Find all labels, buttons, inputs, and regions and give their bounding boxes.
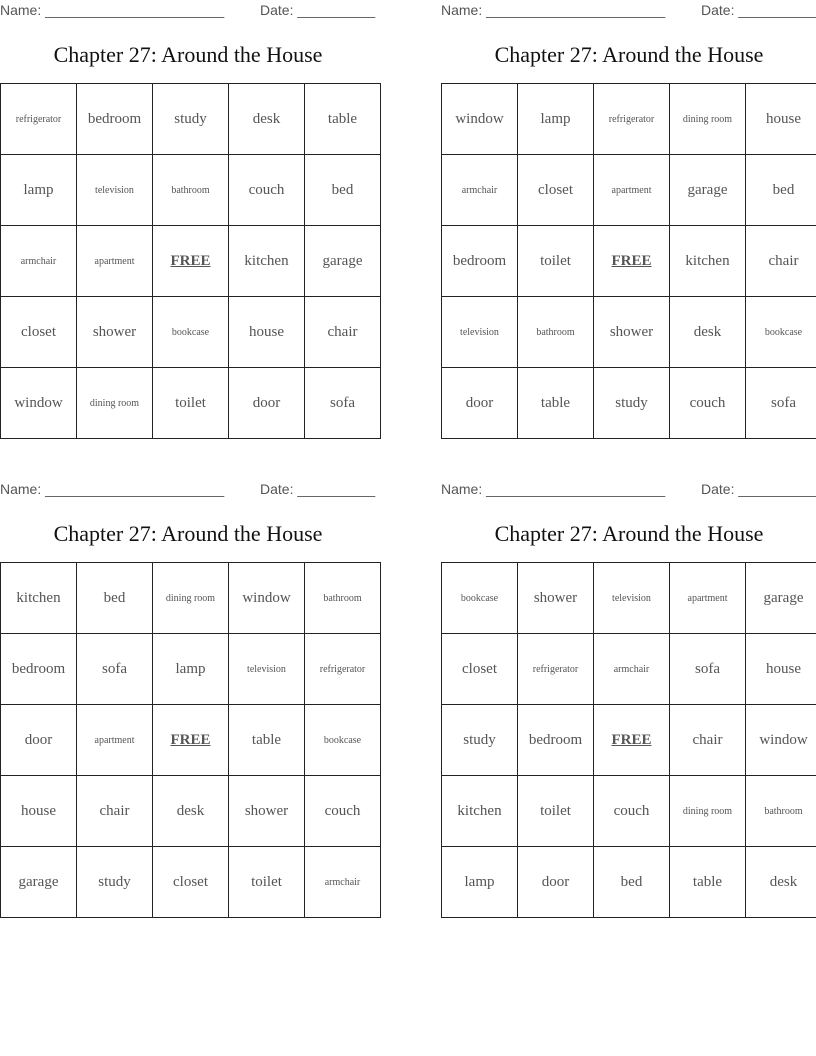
bingo-cell: bathroom <box>746 776 816 847</box>
bingo-cell: bed <box>746 155 816 226</box>
bingo-cell: house <box>746 634 816 705</box>
card-title: Chapter 27: Around the House <box>53 521 323 546</box>
bingo-cell: toilet <box>153 368 229 439</box>
bingo-cell: shower <box>229 776 305 847</box>
bingo-cell: refrigerator <box>594 84 670 155</box>
bingo-row <box>1 634 381 705</box>
name-date-line <box>441 481 816 499</box>
bingo-cell: apartment <box>77 226 153 297</box>
bingo-cell: shower <box>518 563 594 634</box>
bingo-cell: house <box>229 297 305 368</box>
bingo-row <box>442 634 816 705</box>
bingo-cell: bookcase <box>153 297 229 368</box>
bingo-cell: chair <box>670 705 746 776</box>
bingo-cell: garage <box>670 155 746 226</box>
bingo-cell: kitchen <box>1 563 77 634</box>
name-field-label: Name: _______________________ <box>0 2 225 18</box>
bingo-cell: table <box>518 368 594 439</box>
bingo-cell: armchair <box>442 155 518 226</box>
bingo-cell: bedroom <box>518 705 594 776</box>
bingo-cell: armchair <box>1 226 77 297</box>
bingo-cell: television <box>77 155 153 226</box>
bingo-cell: couch <box>594 776 670 847</box>
card-title: Chapter 27: Around the House <box>494 42 764 67</box>
bingo-row <box>1 563 381 634</box>
bingo-cell: garage <box>746 563 816 634</box>
bingo-cell: bookcase <box>305 705 381 776</box>
bingo-row <box>442 705 816 776</box>
bingo-cell: refrigerator <box>305 634 381 705</box>
bingo-cell: study <box>442 705 518 776</box>
name-date-line <box>441 2 816 20</box>
bingo-cell: door <box>518 847 594 918</box>
name-field-label: Name: _______________________ <box>441 481 666 497</box>
bingo-cell: desk <box>153 776 229 847</box>
bingo-cell: house <box>746 84 816 155</box>
date-field-label: Date: __________ <box>701 2 816 18</box>
bingo-cell: door <box>229 368 305 439</box>
bingo-cell: house <box>1 776 77 847</box>
bingo-cell: desk <box>746 847 816 918</box>
bingo-cell: bookcase <box>746 297 816 368</box>
bingo-cell: refrigerator <box>518 634 594 705</box>
bingo-cell: couch <box>305 776 381 847</box>
bingo-row <box>1 705 381 776</box>
name-date-line <box>0 2 376 20</box>
bingo-grid <box>0 562 381 918</box>
bingo-cell: table <box>305 84 381 155</box>
bingo-cell: bedroom <box>77 84 153 155</box>
bingo-cell: television <box>229 634 305 705</box>
card-title: Chapter 27: Around the House <box>494 521 764 546</box>
bingo-cell: sofa <box>746 368 816 439</box>
bingo-cell: toilet <box>518 776 594 847</box>
bingo-row <box>1 155 381 226</box>
card-title: Chapter 27: Around the House <box>53 42 323 67</box>
bingo-row <box>1 297 381 368</box>
bingo-row <box>1 226 381 297</box>
name-field-label: Name: _______________________ <box>441 2 666 18</box>
bingo-cell: armchair <box>594 634 670 705</box>
bingo-cell: apartment <box>77 705 153 776</box>
bingo-cell: lamp <box>518 84 594 155</box>
bingo-cell: closet <box>153 847 229 918</box>
bingo-cell: couch <box>670 368 746 439</box>
name-field-label: Name: _______________________ <box>0 481 225 497</box>
bingo-cell: dining room <box>670 776 746 847</box>
bingo-cell: garage <box>305 226 381 297</box>
bingo-cell: window <box>1 368 77 439</box>
bingo-cell: bed <box>594 847 670 918</box>
bingo-grid <box>0 83 381 439</box>
bingo-cell: bedroom <box>442 226 518 297</box>
bingo-row <box>1 776 381 847</box>
bingo-cell: desk <box>670 297 746 368</box>
bingo-cell: refrigerator <box>1 84 77 155</box>
bingo-cell: chair <box>305 297 381 368</box>
bingo-cell: dining room <box>77 368 153 439</box>
free-space-cell: FREE <box>594 226 670 297</box>
free-space-cell: FREE <box>594 705 670 776</box>
bingo-row <box>442 847 816 918</box>
bingo-cell: window <box>229 563 305 634</box>
bingo-row <box>442 84 816 155</box>
bingo-cell: window <box>442 84 518 155</box>
bingo-cell: couch <box>229 155 305 226</box>
bingo-cell: closet <box>518 155 594 226</box>
bingo-row <box>442 297 816 368</box>
bingo-cell: shower <box>594 297 670 368</box>
bingo-cell: closet <box>442 634 518 705</box>
bingo-cell: bed <box>305 155 381 226</box>
date-field-label: Date: __________ <box>260 2 376 18</box>
bingo-row <box>442 226 816 297</box>
bingo-cell: kitchen <box>442 776 518 847</box>
bingo-cell: sofa <box>670 634 746 705</box>
bingo-row <box>442 368 816 439</box>
bingo-cell: bed <box>77 563 153 634</box>
bingo-row <box>1 847 381 918</box>
bingo-grid <box>441 83 816 439</box>
bingo-grid <box>441 562 816 918</box>
bingo-row <box>442 155 816 226</box>
bingo-cell: lamp <box>153 634 229 705</box>
bingo-cell: desk <box>229 84 305 155</box>
bingo-cell: lamp <box>1 155 77 226</box>
bingo-cell: bathroom <box>153 155 229 226</box>
bingo-row <box>442 563 816 634</box>
bingo-cell: table <box>670 847 746 918</box>
bingo-cell: door <box>1 705 77 776</box>
bingo-row <box>1 368 381 439</box>
bingo-cell: window <box>746 705 816 776</box>
bingo-cell: table <box>229 705 305 776</box>
bingo-cell: bathroom <box>305 563 381 634</box>
bingo-cell: television <box>594 563 670 634</box>
bingo-cell: chair <box>746 226 816 297</box>
bingo-cell: lamp <box>442 847 518 918</box>
bingo-cell: dining room <box>670 84 746 155</box>
date-field-label: Date: __________ <box>701 481 816 497</box>
bingo-cell: sofa <box>77 634 153 705</box>
bingo-cell: garage <box>1 847 77 918</box>
bingo-cell: television <box>442 297 518 368</box>
date-field-label: Date: __________ <box>260 481 376 497</box>
bingo-cell: sofa <box>305 368 381 439</box>
bingo-cell: bedroom <box>1 634 77 705</box>
bingo-row <box>1 84 381 155</box>
bingo-cell: kitchen <box>229 226 305 297</box>
bingo-row <box>442 776 816 847</box>
bingo-cell: apartment <box>670 563 746 634</box>
bingo-cell: door <box>442 368 518 439</box>
bingo-cell: toilet <box>518 226 594 297</box>
bingo-cell: bathroom <box>518 297 594 368</box>
bingo-cell: bookcase <box>442 563 518 634</box>
bingo-cell: kitchen <box>670 226 746 297</box>
bingo-cell: study <box>77 847 153 918</box>
bingo-cell: closet <box>1 297 77 368</box>
bingo-cell: armchair <box>305 847 381 918</box>
bingo-cell: apartment <box>594 155 670 226</box>
free-space-cell: FREE <box>153 226 229 297</box>
free-space-cell: FREE <box>153 705 229 776</box>
bingo-cell: study <box>594 368 670 439</box>
bingo-cell: dining room <box>153 563 229 634</box>
name-date-line <box>0 481 376 499</box>
bingo-cell: shower <box>77 297 153 368</box>
bingo-cell: chair <box>77 776 153 847</box>
bingo-cell: toilet <box>229 847 305 918</box>
bingo-cell: study <box>153 84 229 155</box>
